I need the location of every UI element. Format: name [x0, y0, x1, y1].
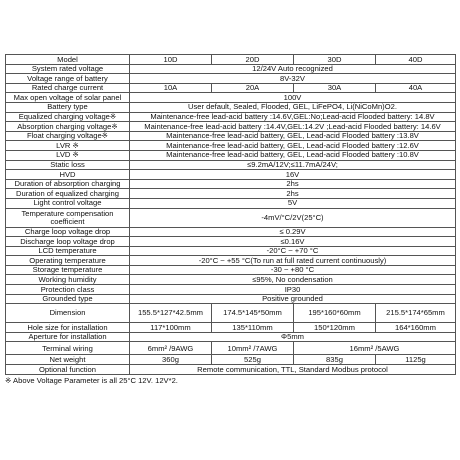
table-row — [6, 275, 456, 285]
row-label: Rated charge current — [6, 83, 130, 93]
row-value-cell: IP30 — [130, 285, 456, 295]
row-value-cell: 16V — [130, 170, 456, 180]
model-column-header: 20D — [212, 55, 294, 65]
row-value-cell: 8V-32V — [130, 74, 456, 84]
table-row — [6, 294, 456, 304]
table-row — [6, 304, 456, 323]
row-value-cell: ≤95%, No condensation — [130, 275, 456, 285]
row-value-cell: 117*100mm — [130, 323, 212, 333]
table-row — [6, 74, 456, 84]
row-value-cell: 164*160mm — [376, 323, 456, 333]
table-row — [6, 227, 456, 237]
row-label: Discharge loop voltage drop — [6, 237, 130, 247]
row-value-cell: 100V — [130, 93, 456, 103]
table-row — [6, 93, 456, 103]
row-label: Operating temperature — [6, 256, 130, 266]
row-label: LVR ※ — [6, 141, 130, 151]
row-value-cell: 155.5*127*42.5mm — [130, 304, 212, 323]
model-column-header: 40D — [376, 55, 456, 65]
row-value-cell: User default, Sealed, Flooded, GEL, LiFePO4, Li(NiCoMn)O2. — [130, 102, 456, 112]
table-row — [6, 246, 456, 256]
table-header-row — [6, 55, 456, 65]
table-row — [6, 285, 456, 295]
row-value-cell: Maintenance-free lead-acid battery :14.6V,GEL:No;Lead-acid Flooded battery: 14.8V — [130, 112, 456, 122]
row-label: System rated voltage — [6, 64, 130, 74]
row-label: Voltage range of battery — [6, 74, 130, 84]
row-value-cell: 215.5*174*65mm — [376, 304, 456, 323]
row-value-cell: 6mm² /9AWG — [130, 342, 212, 355]
row-label: Terminal wiring — [6, 342, 130, 355]
table-row — [6, 122, 456, 132]
row-label: Max open voltage of solar panel — [6, 93, 130, 103]
table-row — [6, 179, 456, 189]
row-label: Light control voltage — [6, 198, 130, 208]
row-value-cell: ≤9.2mA/12V;≤11.7mA/24V; — [130, 160, 456, 170]
row-value-cell: 2hs — [130, 189, 456, 199]
row-value-cell: 835g — [294, 355, 376, 365]
row-value-cell: -30 ~ +80 °C — [130, 265, 456, 275]
model-column-header: 10D — [130, 55, 212, 65]
table-row — [6, 64, 456, 74]
table-row — [6, 237, 456, 247]
table-row — [6, 170, 456, 180]
row-value-cell: ≤ 0.29V — [130, 227, 456, 237]
table-row — [6, 131, 456, 141]
row-value-cell: 135*110mm — [212, 323, 294, 333]
table-row — [6, 150, 456, 160]
row-label: Battery type — [6, 102, 130, 112]
row-value-cell: 30A — [294, 83, 376, 93]
row-value-cell: -4mV/°C/2V(25°C) — [130, 208, 456, 227]
row-value-cell: 16mm² /5AWG — [294, 342, 456, 355]
row-label: Net weight — [6, 355, 130, 365]
row-value-cell: 12/24V Auto recognized — [130, 64, 456, 74]
row-value-cell: 174.5*145*50mm — [212, 304, 294, 323]
table-row — [6, 365, 456, 375]
table-row — [6, 83, 456, 93]
row-value-cell: 1125g — [376, 355, 456, 365]
table-row — [6, 355, 456, 365]
row-value-cell: 195*160*60mm — [294, 304, 376, 323]
table-row — [6, 198, 456, 208]
table-row — [6, 323, 456, 333]
row-label: LCD temperature — [6, 246, 130, 256]
row-value-cell: ≤0.16V — [130, 237, 456, 247]
row-value-cell: -20°C ~ +70 °C — [130, 246, 456, 256]
spec-table — [5, 54, 456, 375]
row-value-cell: Maintenance-free lead-acid battery, GEL, Lead-acid Flooded battery :10.8V — [130, 150, 456, 160]
row-label: Duration of equalized charging — [6, 189, 130, 199]
footnote: ※ Above Voltage Parameter is all 25°C 12V. 12V*2. — [5, 375, 178, 385]
table-row — [6, 102, 456, 112]
row-label: Equalized charging voltage※ — [6, 112, 130, 122]
table-row — [6, 342, 456, 355]
row-value-cell: 5V — [130, 198, 456, 208]
row-label: HVD — [6, 170, 130, 180]
row-label: Charge loop voltage drop — [6, 227, 130, 237]
spec-sheet — [5, 54, 455, 385]
row-label: Optional function — [6, 365, 130, 375]
row-value-cell: 20A — [212, 83, 294, 93]
row-value-cell: 360g — [130, 355, 212, 365]
row-label: Dimension — [6, 304, 130, 323]
row-value-cell: Positive grounded — [130, 294, 456, 304]
row-value-cell: 10mm² /7AWG — [212, 342, 294, 355]
row-value-cell: 150*120mm — [294, 323, 376, 333]
row-value-cell: -20°C ~ +55 °C(To run at full rated current continuously) — [130, 256, 456, 266]
row-value-cell: Φ5mm — [130, 332, 456, 342]
row-label: Static loss — [6, 160, 130, 170]
row-value-cell: Remote communication, TTL, Standard Modbus protocol — [130, 365, 456, 375]
row-label: Temperature compensation coefficient — [6, 208, 130, 227]
row-value-cell: Maintenance-free lead-acid battery :14.4V,GEL:14.2V ;Lead-acid Flooded battery: 14.6V — [130, 122, 456, 132]
table-row — [6, 332, 456, 342]
row-label: Storage temperature — [6, 265, 130, 275]
table-row — [6, 265, 456, 275]
row-label: Protection class — [6, 285, 130, 295]
table-row — [6, 189, 456, 199]
table-row — [6, 141, 456, 151]
row-label: Float charging voltage※ — [6, 131, 130, 141]
row-label: LVD ※ — [6, 150, 130, 160]
row-label: Absorption charging voltage※ — [6, 122, 130, 132]
row-value-cell: 525g — [212, 355, 294, 365]
table-row — [6, 256, 456, 266]
row-label: Working humidity — [6, 275, 130, 285]
row-label: Hole size for installation — [6, 323, 130, 333]
table-row — [6, 112, 456, 122]
row-value-cell: 40A — [376, 83, 456, 93]
table-row — [6, 208, 456, 227]
row-value-cell: Maintenance-free lead-acid battery, GEL, Lead-acid Flooded battery :13.8V — [130, 131, 456, 141]
model-header-cell: Model — [6, 55, 130, 65]
row-value-cell: Maintenance-free lead-acid battery, GEL, Lead-acid Flooded battery :12.6V — [130, 141, 456, 151]
row-value-cell: 10A — [130, 83, 212, 93]
table-row — [6, 160, 456, 170]
row-label: Grounded type — [6, 294, 130, 304]
row-label: Aperture for installation — [6, 332, 130, 342]
row-value-cell: 2hs — [130, 179, 456, 189]
model-column-header: 30D — [294, 55, 376, 65]
row-label: Duration of absorption charging — [6, 179, 130, 189]
